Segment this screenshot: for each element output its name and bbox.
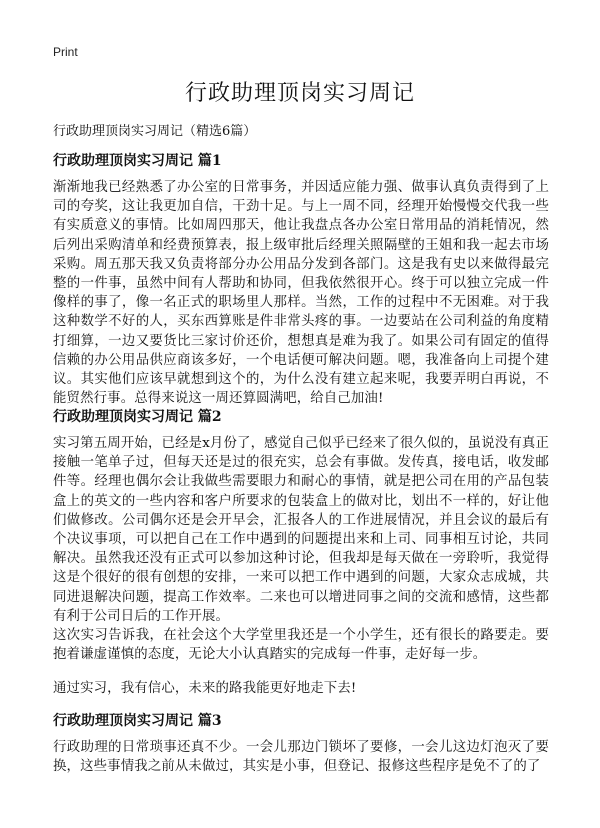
- section-1-paragraph-1: 渐渐地我已经熟悉了办公室的日常事务，并因适应能力强、做事认真负责得到了上司的夸奖，这让我更加自信，干劲十足。与上一周不同，经理开始慢慢交代我一些有实质意义的事情。比如周四那天，他让我盘点各办公室日常用品的消耗情况，然后列出采购清单和经费预算表，报上级审批后经理关照隔壁的王姐和我一起去市场采购。周五那天我又负责将部分办公用品分发到各部门。这是我有史以来做得最完整的一件事，虽然中间有人帮助和协同，但我依然很开心。终于可以独立完成一件像样的事了，像一名正式的职场里人那样。当然，工作的过程中不无困难。对于我这种数学不好的人，买东西算账是件非常头疼的事。一边要站在公司利益的角度精打细算，一边又要货比三家讨价还价，想想真是难为我了。如果公司有固定的值得信赖的办公用品供应商该多好，一个电话便可解决问题。嗯，我准备向上司提个建议。其实他们应该早就想到这个的，为什么没有建立起来呢，我要弄明白再说，不能贸然行事。总得来说这一周还算圆满吧，给自己加油!: [53, 180, 549, 407]
- section-2-paragraph-1: 实习第五周开始，已经是x月份了，感觉自己似乎已经来了很久似的，虽说没有真正接触一笔单子过，但每天还是过的很充实，总会有事做。发传真，接电话，收发邮件等。经理也偶尔会让我做些需要眼力和耐心的事情，就是把公司在用的产品包装盒上的英文的一些内容和客户所要求的包装盒上的做对比，划出不一样的，好让他们做修改。公司偶尔还是会开早会，汇报各人的工作进展情况，并且会议的最后有个决议事项，可以把自己在工作中遇到的问题提出来和上司、同事相互讨论，共同解决。虽然我还没有正式可以参加这种讨论，但我却是每天做在一旁聆听，我觉得这是个很好的很有创想的安排，一来可以把工作中遇到的问题，大家众志成城，共同进退解决问题，提高工作效率。二来也可以增进同事之间的交流和感情，这些都有利于公司日后的工作开展。: [53, 436, 549, 624]
- section-3-paragraph-1: 行政助理的日常琐事还真不少。一会儿那边门锁坏了要修，一会儿这边灯泡灭了要换，这些事情我之前从未做过，其实是小事，但登记、报修这些程序是免不了的了: [53, 740, 549, 775]
- section-2-paragraph-3: 通过实习，我有信心，未来的路我能更好地走下去!: [53, 681, 357, 696]
- section-2-paragraph-2: 这次实习告诉我，在社会这个大学堂里我还是一个小学生，还有很长的路要走。要抱着谦虚谨慎的态度，无论大小认真踏实的完成每一件事，走好每一步。: [53, 628, 549, 663]
- page-title: 行政助理顶岗实习周记: [184, 81, 415, 106]
- document-subtitle: 行政助理顶岗实习周记（精选6篇）: [53, 124, 257, 139]
- section-heading-1: 行政助理顶岗实习周记 篇1: [53, 153, 222, 169]
- print-link[interactable]: Print: [53, 45, 78, 59]
- section-heading-3: 行政助理顶岗实习周记 篇3: [53, 713, 222, 729]
- section-heading-2: 行政助理顶岗实习周记 篇2: [53, 409, 222, 425]
